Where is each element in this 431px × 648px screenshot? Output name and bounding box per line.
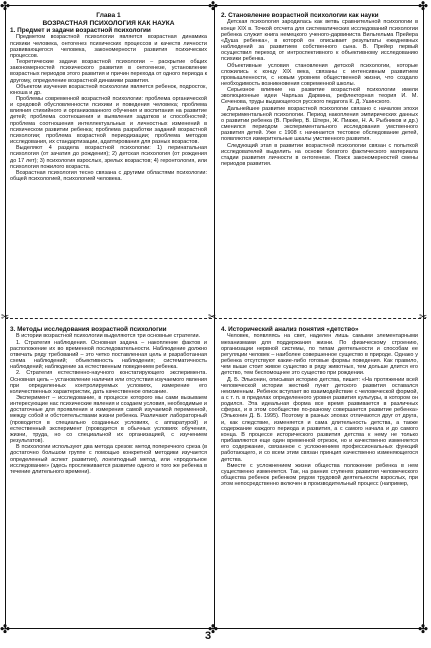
section-heading: 2. Становление возрастной психологии как науки	[221, 12, 379, 19]
corner-ornament-top-right: ✤	[418, 0, 429, 13]
corner-ornament-top-left: ✤	[0, 0, 11, 13]
panel-3	[10, 326, 207, 624]
page-number: 3	[205, 630, 212, 642]
paragraph: Теоретические задачи возрастной психологии – раскрытие общих закономерностей психического развития в онтогенезе, установление возрастных периодов этого развития и причин перехода от одного периода к другому, определение возрастной динамики развития.	[10, 59, 207, 84]
paragraph: Возрастная психология тесно связана с другими областями психологии: общей психологией, психологией человека.	[10, 169, 207, 182]
paragraph: Человек, появляясь на свет, наделен лишь самыми элементарными механизмами для поддержания жизни. По физическому строению, организации нервной системы, по типам деятельности и способам ее регуляции человек – наиболее совершенное существо в природе. Однако у ребенка отсутствуют какие-либо готовые формы поведения. Как правило, чем выше стоит живое существо в ряду животных, тем дольше длится его детство, тем беспомощнее это существо при рождении.	[221, 333, 418, 377]
section-heading: 3. Методы исследования возрастной психологии	[10, 326, 167, 333]
paragraph: Следующий этап в развитии возрастной психологии связан с попыткой исследователей выделить на основе богатого фактического материала стадии развития личности в онтогенезе. Поиск закономерностей смены периодов развития.	[221, 142, 418, 167]
corner-ornament-bottom-center: ✤	[208, 622, 219, 636]
paragraph: В психологии используют два метода срезов: метод поперечного среза (в достаточно большом группе с помощью конкретной методики изучается определенный аспект развития), лонгитюдный метод, или «продольное исследование» (здесь прослеживается развитие одного и того же ребенка в течение длительного времени).	[10, 444, 207, 475]
scissors-icon: ✂	[1, 312, 10, 323]
paragraph: 2. Стратегия естественно-научного констатирующего эксперимента. Основная цель – установление наличия или отсутствия изучаемого явления при определенных контролируемых условиях, измерение его количественных характеристик, дать качественное описание.	[10, 370, 207, 395]
scissors-icon: ✂	[208, 312, 217, 323]
scissors-icon: ✂	[419, 312, 428, 323]
paragraph: Дальнейшее развитие возрастной психологии связано с началом эпохи экспериментальной психологии. Период накопления эмпирических данных о развитии ребенка (В. Прейер, В. Штерн, Ж. Пиаже, Н. А. Рыбников и др.) сменился периодом экспериментального исследования умственного развития детей. Уже с 1908 г. начинается тестовое обследование детей, появляются измерительные шкалы умственного развития.	[221, 105, 418, 143]
panel-1	[10, 12, 207, 314]
paragraph: В истории возрастной психологии выделяются три основные стратегии.	[16, 333, 201, 340]
paragraph: Объектом изучения возрастной психологии является ребенок, подросток, юноша и др.	[10, 83, 207, 96]
chapter-label: Глава 1	[96, 12, 121, 19]
panel-2	[221, 12, 418, 314]
chapter-title: ВОЗРАСТНАЯ ПСИХОЛОГИЯ КАК НАУКА	[42, 19, 175, 27]
paragraph: Детская психология зародилась как ветвь сравнительной психологии в конце XIX в. Точкой отсчета для систематических исследований психологии ребенка служит книга немецкого ученого-дарвиниста Вильгельма Прейера «Душа ребенка», в которой он описывает результаты ежедневных наблюдений за развитием собственного сына. В. Прейер первый осуществил переход от интроспективного к объективному исследованию психики ребенка.	[221, 19, 418, 63]
paragraph: Объективные условия становления детской психологии, которые сложились к концу XIX века, связаны с интенсивным развитием промышленности, с новым уровнем общественной жизни, что создало необходимость возникновения современной школы.	[221, 62, 418, 87]
paragraph: Выделяют 4 раздела возрастной психологии: 1) перинатальная психология (от зачатия до рождения); 2) детская психология (от рождения до 17 лет); 3) психология взрослых, зрелых возрастов; 4) геронтология, или психология пожилого возраста.	[10, 145, 207, 170]
corner-ornament-top-center: ✤	[208, 0, 219, 13]
paragraph: Серьезное влияние на развитие возрастной психологии имели эволюционные идеи Чарльза Дарвина, рефлекторная теория И. М. Сеченова, труды выдающегося русского педагога К. Д. Ушинского.	[221, 87, 418, 106]
section-heading: 4. Исторический анализ понятия «детство»	[221, 326, 359, 333]
paragraph: 1. Стратегия наблюдения. Основная задача – накопление фактов и расположение их во временной последовательности. Наблюдение должно отвечать ряду требований – это четко поставленная цель и разработанная схема наблюдений; объективность наблюдения; систематичность наблюдений; наблюдение за естественным поведением ребенка.	[10, 339, 207, 371]
section-heading: 1. Предмет и задачи возрастной психологии	[10, 27, 151, 34]
paragraph: Эксперимент – исследование, в процессе которого мы сами вызываем интересующие нас психические явления и создаем условия, необходимые и достаточные для проявления и измерения самой изучаемой переменной, между собой и обстоятельствами жизни ребенка. Различают лабораторный (проводится в специально созданных условиях, с аппаратурой) и естественный эксперимент (проводится в обычных условиях обучения, жизни, труда, но со специальной их организацией, с изучением результатов).	[10, 394, 207, 445]
corner-ornament-bottom-right: ✤	[418, 622, 429, 636]
panel-4	[221, 326, 418, 624]
paragraph: Предметом возрастной психологии является возрастная динамика психики человека, онтогенез психических процессов и качеств личности развивающегося человека, закономерности развития психических процессов.	[10, 34, 207, 59]
paragraph: Проблемы современной возрастной психологии: проблема органической и средовой обусловленности психики и поведения человека; проблема влияния стихийного и организованного обучения и воспитания на развитие детей; проблема соотношения и выявления задатков и способностей; проблема соотношения интеллектуальных и личностных изменений в психическом развитии ребенка; проблема разработки заданий возрастной психологии; проблема возрастной периодизации; проблема методов исследования, их стандартизации, адаптирования для разных возрастов.	[10, 95, 207, 146]
paragraph: Вместе с усложнением жизни общества положение ребенка в нем существенно изменяется. Так, на ранних ступенях развития человеческого общества ребенок ребенком рядом трудовой деятельности взрослых, при этом непосредственно включен в производительный процесс (например,	[221, 462, 418, 488]
corner-ornament-bottom-left: ✤	[0, 622, 11, 636]
paragraph: Д. Б. Эльконин, описывая историю детства, пишет: «На протяжении всей человеческой истории жесткий пункт детского развития оставался неизменным. Ребенок вступает во взаимодействие с человеческой формой, а с т. п. в пределах определенного уровня развития культуры, в котором он родился. Эта идеальная форма все время развивается в различных сферах, и в этом сообществе по-разному совершается развитие ребенка» (Эльконин Д. Б. 1995). Поэтому в разных эпохах отличаются друг от друга, и, как следствие, изменяется и сама длительность детства, а также содержание каждого периода и развития, а с самого начала и до самого конца. В процессе исторического развития детства к нему не только прибавляются еще один временной отрезок, но и качественно изменяется его содержание, связанное с усложнением профессиональных функций работающего, и со всем этим связан принцип качественно изменяющегося детства.	[221, 376, 418, 463]
